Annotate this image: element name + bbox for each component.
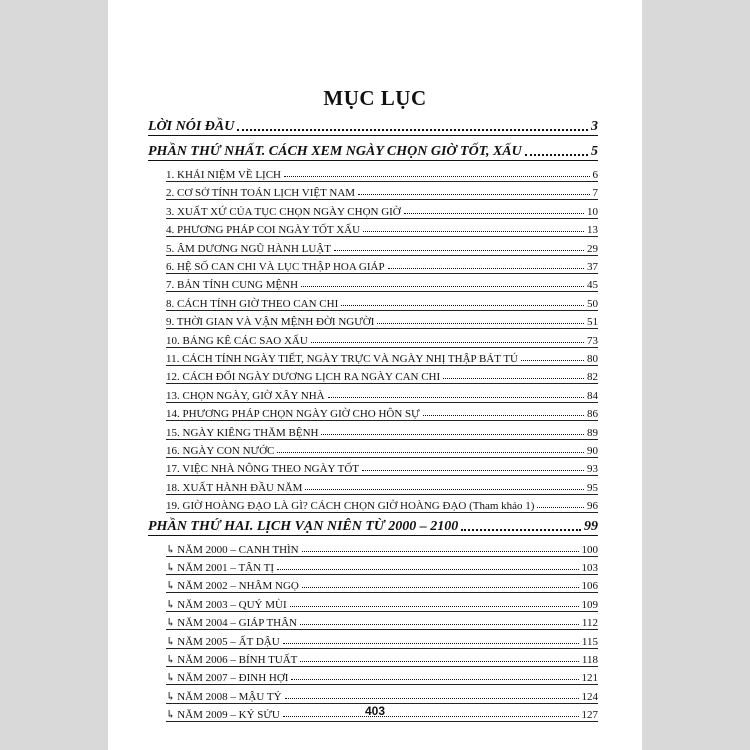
toc-chapter[interactable] bbox=[166, 421, 598, 440]
dot-leader bbox=[388, 268, 584, 269]
toc-chapter[interactable] bbox=[166, 439, 598, 458]
arrow-icon: ↳ bbox=[166, 709, 176, 722]
book-page bbox=[108, 0, 642, 750]
dot-leader bbox=[302, 551, 579, 552]
toc-year-entry[interactable] bbox=[166, 538, 598, 557]
toc-year-entry[interactable] bbox=[166, 556, 598, 575]
toc-entry-label: 4. PHƯƠNG PHÁP COI NGÀY TỐT XẤU bbox=[166, 224, 361, 237]
dot-leader bbox=[300, 624, 579, 625]
dot-leader bbox=[285, 698, 579, 699]
toc-entry-page: 124 bbox=[581, 690, 598, 703]
toc-chapter[interactable] bbox=[166, 347, 598, 366]
dot-leader bbox=[321, 434, 584, 435]
dot-leader bbox=[291, 679, 578, 680]
toc-year-entry[interactable] bbox=[166, 666, 598, 685]
dot-leader bbox=[537, 507, 584, 508]
toc-entry-page: 115 bbox=[581, 635, 598, 648]
toc-chapter[interactable] bbox=[166, 218, 598, 237]
toc-entry-page: 90 bbox=[587, 445, 598, 457]
toc-year-entry[interactable] bbox=[166, 685, 598, 704]
arrow-icon: ↳ bbox=[166, 654, 176, 666]
toc-entry-page: 84 bbox=[587, 389, 598, 402]
toc-entry-page: 86 bbox=[587, 408, 598, 421]
toc-entry-page: 103 bbox=[581, 562, 598, 574]
toc-chapter[interactable] bbox=[166, 476, 598, 495]
dot-leader bbox=[423, 415, 584, 416]
toc-entry-label: NĂM 2009 – KỶ SỬU bbox=[177, 709, 280, 722]
toc-entry-label: 18. XUẤT HÀNH ĐẦU NĂM bbox=[166, 481, 303, 494]
toc-entry-page: 29 bbox=[587, 242, 598, 255]
dot-leader bbox=[302, 587, 579, 588]
toc-year-entry[interactable] bbox=[166, 593, 598, 612]
dot-leader bbox=[362, 470, 584, 471]
toc-year-entry[interactable] bbox=[166, 648, 598, 667]
toc-entry-page: 82 bbox=[587, 371, 598, 384]
dot-leader bbox=[341, 305, 584, 306]
toc-entry-page: 112 bbox=[581, 617, 598, 630]
arrow-icon: ↳ bbox=[166, 580, 176, 593]
toc-entry-page: 121 bbox=[581, 672, 598, 685]
toc-chapter[interactable] bbox=[166, 237, 598, 256]
toc-chapter[interactable] bbox=[166, 273, 598, 292]
toc-entry-label: NĂM 2001 – TÂN TỊ bbox=[177, 562, 274, 574]
toc-entry-page: 50 bbox=[587, 297, 598, 310]
toc-entry-page: 3 bbox=[591, 119, 598, 134]
toc-entry-label: 19. GIỜ HOÀNG ĐẠO LÀ GÌ? CÁCH CHỌN GIỜ HOÀNG ĐẠO (Tham khảo 1) bbox=[166, 500, 535, 513]
toc-entry-label: NĂM 2006 – BÍNH TUẤT bbox=[177, 654, 298, 666]
dot-leader bbox=[277, 569, 579, 570]
arrow-icon: ↳ bbox=[166, 617, 176, 630]
arrow-icon: ↳ bbox=[166, 672, 176, 685]
toc-chapter[interactable] bbox=[166, 292, 598, 311]
toc-entry-page: 96 bbox=[587, 500, 598, 513]
arrow-icon: ↳ bbox=[166, 635, 176, 648]
toc-entry-label: 10. BẢNG KÊ CÁC SAO XẤU bbox=[166, 334, 308, 347]
page-number: 403 bbox=[364, 704, 386, 718]
toc-entry-page: 80 bbox=[587, 353, 598, 365]
toc-entry-label: 3. XUẤT XỨ CỦA TỤC CHỌN NGÀY CHỌN GIỜ bbox=[166, 205, 401, 218]
toc-entry-page: 100 bbox=[581, 543, 598, 556]
dot-leader bbox=[311, 342, 584, 343]
toc-entry-label: PHẦN THỨ NHẤT. CÁCH XEM NGÀY CHỌN GIỜ TỐT, XẤU bbox=[148, 144, 522, 159]
toc-entry-page: 37 bbox=[587, 261, 598, 273]
toc-year-entry[interactable] bbox=[166, 574, 598, 593]
toc-entry-page: 95 bbox=[587, 481, 598, 494]
dot-leader bbox=[363, 231, 584, 232]
page-title: MỤC LỤC bbox=[323, 86, 427, 110]
toc-chapter[interactable] bbox=[166, 329, 598, 348]
toc-chapter[interactable] bbox=[166, 310, 598, 329]
toc-section[interactable] bbox=[148, 140, 598, 161]
toc-entry-label: NĂM 2000 – CANH THÌN bbox=[177, 543, 299, 556]
toc-entry-label: 7. BẢN TÍNH CUNG MỆNH bbox=[166, 279, 299, 292]
toc-chapter[interactable] bbox=[166, 255, 598, 274]
dot-leader bbox=[521, 360, 584, 361]
arrow-icon: ↳ bbox=[166, 598, 176, 611]
dot-leader bbox=[334, 250, 584, 251]
toc-entry-label: NĂM 2005 – ẤT DẬU bbox=[177, 635, 280, 648]
toc-entry-page: 10 bbox=[587, 205, 598, 218]
toc-entry-page: 73 bbox=[587, 334, 598, 347]
toc-entry-page: 7 bbox=[592, 187, 598, 200]
dot-leader bbox=[525, 154, 588, 156]
dot-leader bbox=[290, 606, 579, 607]
toc-entry-label: 16. NGÀY CON NƯỚC bbox=[166, 445, 275, 457]
dot-leader bbox=[461, 529, 581, 531]
toc-entry-page: 93 bbox=[587, 463, 598, 476]
toc-section[interactable] bbox=[148, 515, 598, 536]
dot-leader bbox=[404, 213, 584, 214]
arrow-icon: ↳ bbox=[166, 543, 176, 556]
toc-entry-label: 15. NGÀY KIÊNG THĂM BỆNH bbox=[166, 426, 319, 439]
toc-entry-label: NĂM 2003 – QUÝ MÙI bbox=[177, 598, 287, 611]
dot-leader bbox=[377, 323, 584, 324]
dot-leader bbox=[328, 397, 584, 398]
toc-entry-page: 13 bbox=[587, 224, 598, 237]
toc-chapter[interactable] bbox=[166, 181, 598, 200]
toc-entry-page: 118 bbox=[581, 654, 598, 666]
toc-entry-label: 2. CƠ SỞ TÍNH TOÁN LỊCH VIỆT NAM bbox=[166, 187, 356, 200]
toc-entry-page: 5 bbox=[591, 144, 598, 159]
toc-entry-page: 127 bbox=[581, 709, 598, 722]
toc-entry-label: 6. HỆ SỐ CAN CHI VÀ LỤC THẬP HOA GIÁP bbox=[166, 261, 385, 273]
toc-entry-label: LỜI NÓI ĐẦU bbox=[148, 119, 235, 134]
toc-entry-page: 109 bbox=[581, 598, 598, 611]
toc-entry-label: 11. CÁCH TÍNH NGÀY TIẾT, NGÀY TRỰC VÀ NGÀY NHỊ THẬP BÁT TÚ bbox=[166, 353, 518, 365]
toc-entry-page: 45 bbox=[587, 279, 598, 292]
toc-chapter[interactable] bbox=[166, 402, 598, 421]
dot-leader bbox=[237, 129, 588, 131]
toc-entry-page: 106 bbox=[581, 580, 598, 593]
toc-chapter[interactable] bbox=[166, 365, 598, 384]
dot-leader bbox=[277, 452, 584, 453]
dot-leader bbox=[443, 378, 584, 379]
toc-entry-label: 1. KHÁI NIỆM VỀ LỊCH bbox=[166, 169, 281, 181]
toc-entry-page: 6 bbox=[592, 169, 598, 181]
dot-leader bbox=[301, 286, 584, 287]
toc-chapter[interactable] bbox=[166, 200, 598, 219]
dot-leader bbox=[284, 176, 590, 177]
toc-year-entry[interactable] bbox=[166, 630, 598, 649]
toc-entry-label: PHẦN THỨ HAI. LỊCH VẠN NIÊN TỪ 2000 – 2100 bbox=[148, 518, 459, 534]
dot-leader bbox=[300, 661, 579, 662]
toc-entry-label: NĂM 2007 – ĐINH HỢI bbox=[177, 672, 289, 685]
toc-entry-label: 5. ÂM DƯƠNG NGŨ HÀNH LUẬT bbox=[166, 242, 331, 255]
toc-entry-label: 14. PHƯƠNG PHÁP CHỌN NGÀY GIỜ CHO HÔN SỰ bbox=[166, 408, 420, 421]
arrow-icon: ↳ bbox=[166, 562, 176, 574]
toc-section[interactable] bbox=[148, 115, 598, 136]
toc-entry-page: 51 bbox=[587, 316, 598, 329]
toc-entry-label: 13. CHỌN NGÀY, GIỜ XÂY NHÀ bbox=[166, 389, 325, 402]
dot-leader bbox=[283, 643, 579, 644]
toc-chapter[interactable] bbox=[166, 384, 598, 403]
dot-leader bbox=[305, 489, 584, 490]
toc-chapter[interactable] bbox=[166, 163, 598, 182]
dot-leader bbox=[358, 194, 589, 195]
toc-chapter[interactable] bbox=[166, 494, 598, 513]
toc-entry-label: NĂM 2004 – GIÁP THÂN bbox=[177, 617, 297, 630]
toc-entry-label: NĂM 2002 – NHÂM NGỌ bbox=[177, 580, 299, 593]
toc-year-entry[interactable] bbox=[166, 611, 598, 630]
toc-entry-page: 89 bbox=[587, 426, 598, 439]
toc-chapter[interactable] bbox=[166, 457, 598, 476]
toc-entry-label: 9. THỜI GIAN VÀ VẬN MỆNH ĐỜI NGƯỜI bbox=[166, 316, 375, 329]
toc-entry-label: 8. CÁCH TÍNH GIỜ THEO CAN CHI bbox=[166, 297, 339, 310]
arrow-icon: ↳ bbox=[166, 690, 176, 703]
toc-entry-page: 99 bbox=[584, 518, 598, 534]
toc-entry-label: 12. CÁCH ĐỔI NGÀY DƯƠNG LỊCH RA NGÀY CAN CHI bbox=[166, 371, 441, 384]
toc-entry-label: NĂM 2008 – MẬU TÝ bbox=[177, 690, 282, 703]
toc-entry-label: 17. VIỆC NHÀ NÔNG THEO NGÀY TỐT bbox=[166, 463, 359, 476]
